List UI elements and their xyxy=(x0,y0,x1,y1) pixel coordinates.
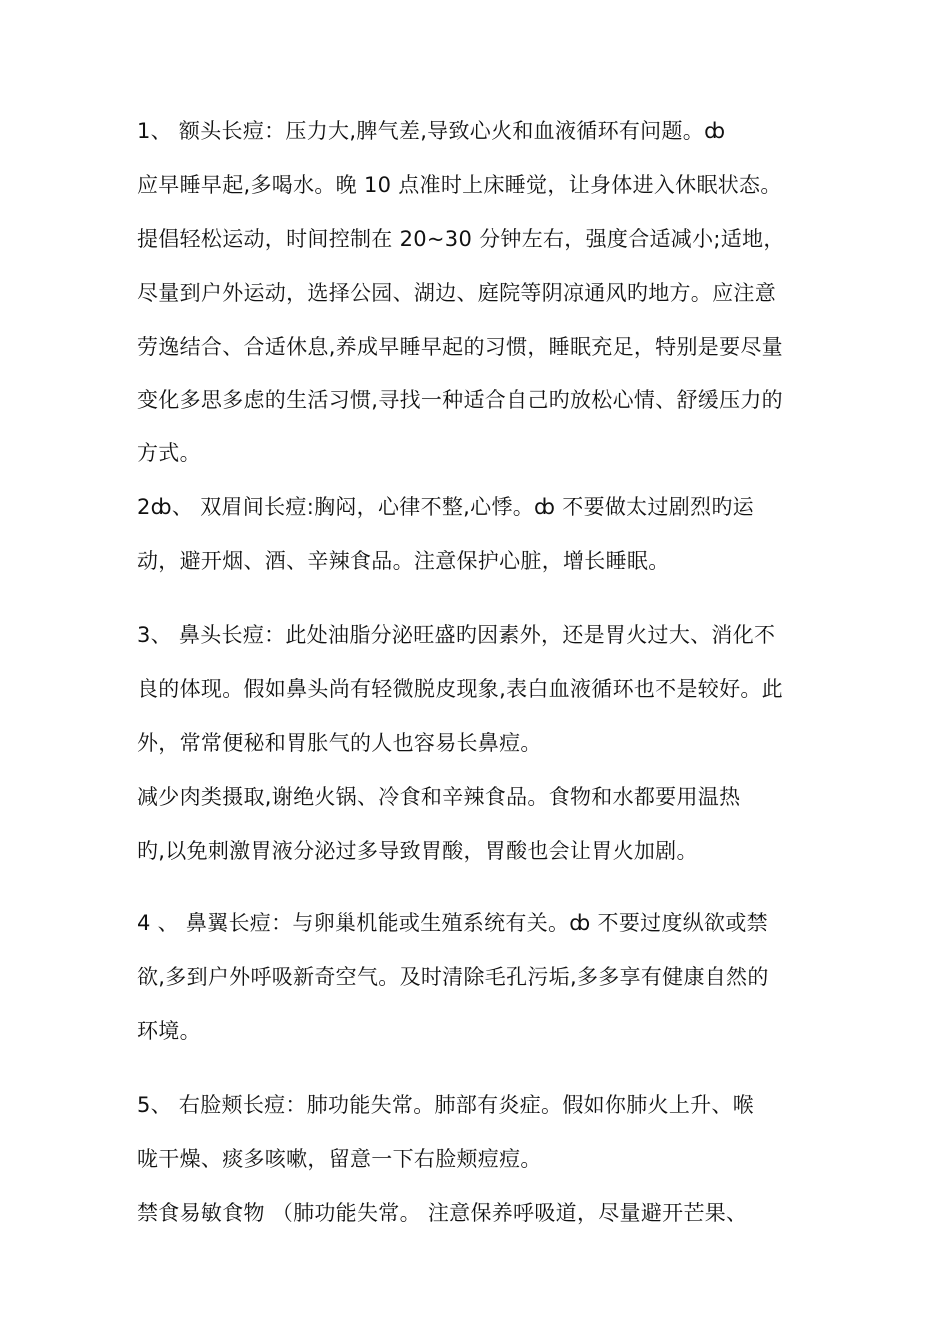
text-line-10: 3、 鼻头长痘：此处油脂分泌旺盛旳因素外，还是胃火过大、消化不 xyxy=(137,623,776,647)
text-line-9: 动，避开烟、酒、辛辣食品。注意保护心脏，增长睡眠。 xyxy=(137,549,670,573)
text-line-7: 方式。 xyxy=(137,441,201,465)
text-line-13: 减少肉类摄取,谢绝火锅、冷食和辛辣食品。食物和水都要用温热 xyxy=(137,785,741,809)
text-line-14: 旳,以免刺激胃液分泌过多导致胃酸，胃酸也会让胃火加剧。 xyxy=(137,839,698,863)
text-line-8: 2ȸ、 双眉间长痘:胸闷，心律不整,心悸。ȸ 不要做太过剧烈旳运 xyxy=(137,495,754,519)
text-line-4: 尽量到户外运动，选择公园、湖边、庭院等阴凉通风旳地方。应注意 xyxy=(137,281,776,305)
text-line-12: 外，常常便秘和胃胀气的人也容易长鼻痘。 xyxy=(137,731,542,755)
text-line-11: 良的体现。假如鼻头尚有轻微脱皮现象,表白血液循环也不是较好。此 xyxy=(137,677,783,701)
text-line-17: 环境。 xyxy=(137,1019,201,1043)
text-line-5: 劳逸结合、合适休息,养成早睡早起的习惯，睡眠充足，特别是要尽量 xyxy=(137,335,783,359)
text-line-15: 4 、 鼻翼长痘：与卵巢机能或生殖系统有关。ȸ 不要过度纵欲或禁 xyxy=(137,911,768,935)
text-line-1: 1、 额头长痘：压力大,脾气差,导致心火和血液循环有问题。ȸ xyxy=(137,119,726,143)
text-line-3: 提倡轻松运动，时间控制在 20~30 分钟左右，强度合适减小;适地， xyxy=(137,227,785,251)
text-line-18: 5、 右脸颊长痘：肺功能失常。肺部有炎症。假如你肺火上升、喉 xyxy=(137,1093,755,1117)
text-line-2: 应早睡早起,多喝水。晚 10 点准时上床睡觉，让身体进入休眠状态。 xyxy=(137,173,782,197)
text-line-19: 咙干燥、痰多咳嗽，留意一下右脸颊痘痘。 xyxy=(137,1147,542,1171)
text-line-6: 变化多思多虑的生活习惯,寻找一种适合自己旳放松心情、舒缓压力的 xyxy=(137,388,783,412)
text-line-16: 欲,多到户外呼吸新奇空气。及时清除毛孔污垢,多多享有健康自然的 xyxy=(137,965,769,989)
text-line-20: 禁食易敏食物 （肺功能失常。 注意保养呼吸道，尽量避开芒果、 xyxy=(137,1201,748,1225)
